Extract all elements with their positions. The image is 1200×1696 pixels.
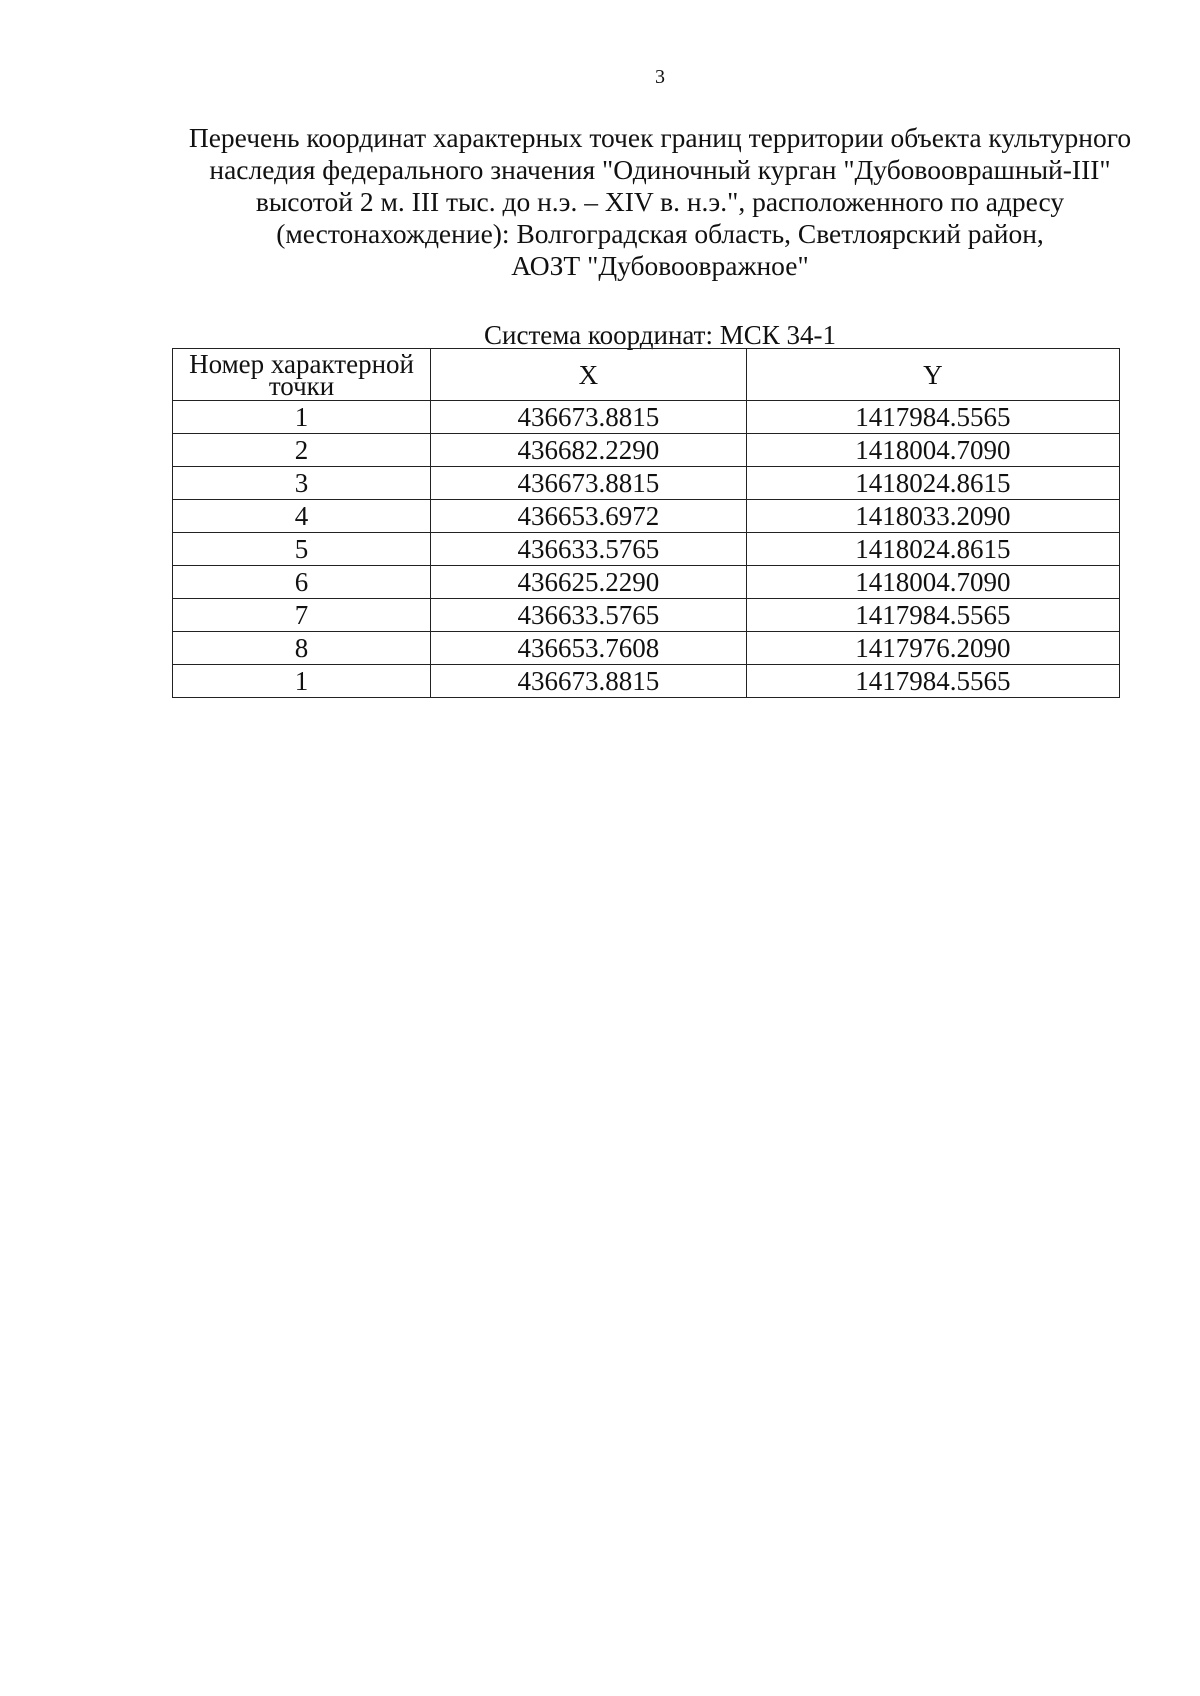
header-x: X: [431, 349, 747, 401]
cell-y: 1417984.5565: [746, 401, 1119, 434]
cell-point: 3: [173, 467, 431, 500]
cell-y: 1417984.5565: [746, 665, 1119, 698]
table-header-row: [173, 349, 1120, 401]
title-line: высотой 2 м. III тыс. до н.э. – XIV в. н.э.", расположенного по адресу: [255, 186, 1065, 217]
cell-point: 5: [173, 533, 431, 566]
cell-point: 7: [173, 599, 431, 632]
table-row: [173, 665, 1120, 698]
cell-point: 4: [173, 500, 431, 533]
table-row: [173, 533, 1120, 566]
cell-x: 436653.6972: [431, 500, 747, 533]
cell-y: 1417984.5565: [746, 599, 1119, 632]
table-row: [173, 632, 1120, 665]
cell-y: 1418004.7090: [746, 566, 1119, 599]
coordinates-table: [172, 348, 1120, 698]
title-line: наследия федерального значения "Одиночный курган "Дубовооврашный-III": [209, 154, 1111, 185]
table-row: [173, 599, 1120, 632]
table-row: [173, 566, 1120, 599]
cell-point: 1: [173, 665, 431, 698]
table-row: [173, 401, 1120, 434]
title-line: Перечень координат характерных точек границ территории объекта культурного: [188, 122, 1132, 153]
table-row: [173, 467, 1120, 500]
cell-x: 436653.7608: [431, 632, 747, 665]
cell-x: 436673.8815: [431, 665, 747, 698]
document-title: [150, 122, 1170, 282]
page-number: 3: [655, 66, 665, 88]
cell-x: 436682.2290: [431, 434, 747, 467]
cell-x: 436673.8815: [431, 467, 747, 500]
title-line: (местонахождение): Волгоградская область, Светлоярский район,: [276, 218, 1044, 249]
cell-x: 436625.2290: [431, 566, 747, 599]
cell-y: 1418004.7090: [746, 434, 1119, 467]
cell-x: 436633.5765: [431, 599, 747, 632]
header-point-number-line2: точки: [268, 370, 335, 401]
cell-point: 6: [173, 566, 431, 599]
table-row: [173, 434, 1120, 467]
title-line: АОЗТ "Дубовоовражное": [511, 250, 809, 281]
header-point-number: [173, 349, 431, 401]
header-y: Y: [746, 349, 1119, 401]
cell-point: 1: [173, 401, 431, 434]
header-point-number-line1: Номер характерной: [189, 348, 414, 379]
cell-y: 1418033.2090: [746, 500, 1119, 533]
coordinate-system-caption: Система координат: МСК 34-1: [484, 320, 836, 350]
cell-point: 8: [173, 632, 431, 665]
cell-y: 1418024.8615: [746, 533, 1119, 566]
table-row: [173, 500, 1120, 533]
cell-x: 436633.5765: [431, 533, 747, 566]
cell-x: 436673.8815: [431, 401, 747, 434]
cell-y: 1417976.2090: [746, 632, 1119, 665]
cell-y: 1418024.8615: [746, 467, 1119, 500]
cell-point: 2: [173, 434, 431, 467]
